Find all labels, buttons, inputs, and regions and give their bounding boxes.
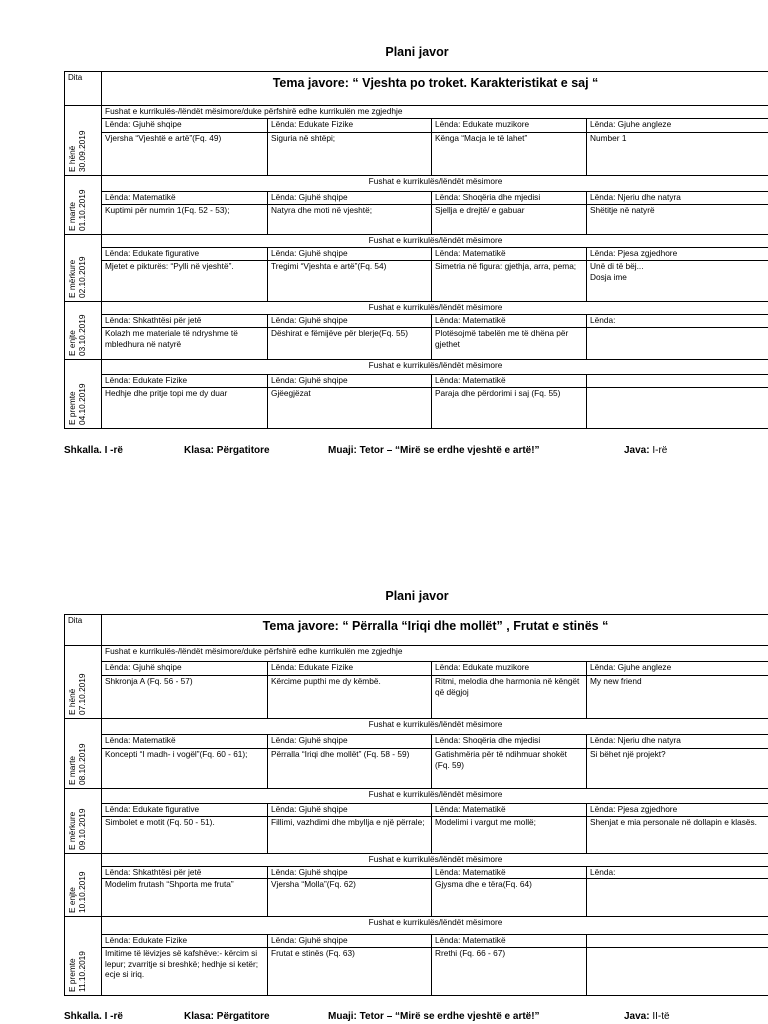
subject-cell: Lënda: Shkathtësi për jetë: [102, 315, 268, 328]
curriculum-intro: Fushat e kurrikulës-/lëndët mësimore/duke përfshirë edhe kurrikulën me zgjedhje: [102, 646, 768, 662]
day-cell: [65, 360, 102, 429]
day-label: E hënë 30.09.2019: [67, 130, 87, 172]
shkalla-label: Shkalla.: [64, 1011, 102, 1022]
subject-cell: Lënda: Shoqëria dhe mjedisi: [432, 735, 587, 749]
subject-cell: Lënda: Shoqëria dhe mjedisi: [432, 192, 587, 205]
java-value: I-rë: [652, 445, 668, 456]
muaji-value: Tetor – “Mirë se erdhe vjeshtë e artë!”: [359, 445, 540, 456]
subject-cell: Lënda: Edukate figurative: [102, 248, 268, 261]
subject-cell: Lënda: Gjuhë shqipe: [268, 804, 432, 817]
subject-cell: Lënda: Gjuhë shqipe: [268, 315, 432, 328]
subject-cell: [587, 935, 768, 948]
subject-cell: Lënda: Pjesa zgjedhore: [587, 804, 768, 817]
topic-cell: Siguria në shtëpi;: [268, 133, 432, 176]
topic-cell: Mjetet e pikturës: “Pylli në vjeshtë”.: [102, 261, 268, 302]
java-value: II-të: [652, 1011, 670, 1022]
day-cell: [65, 917, 102, 996]
day-label: E mërkure 02.10.2019: [67, 256, 87, 298]
topic-cell: [587, 328, 768, 360]
shkalla-label: Shkalla.: [64, 445, 102, 456]
day-label: E mërkure 09.10.2019: [67, 808, 87, 850]
subject-cell: Lënda: Matematikë: [432, 315, 587, 328]
topic-cell: Kënga “Macja le të lahet”: [432, 133, 587, 176]
topic-cell: Shëtitje në natyrë: [587, 205, 768, 235]
subject-cell: Lënda: Edukate Fizike: [102, 375, 268, 388]
weekly-theme: Tema javore: “ Përralla “Iriqi dhe mollët” , Frutat e stinës “: [102, 615, 768, 646]
topic-cell: Kuptimi për numrin 1(Fq. 52 - 53);: [102, 205, 268, 235]
klasa-label: Klasa:: [184, 1011, 215, 1022]
subject-cell: Lënda: Matematikë: [102, 192, 268, 205]
section-header: Fushat e kurrikulës/lëndët mësimore: [102, 176, 768, 192]
topic-cell: Sjellja e drejtë/ e gabuar: [432, 205, 587, 235]
day-label: E marte 01.10.2019: [67, 189, 87, 231]
day-label: E hënë 07.10.2019: [67, 673, 87, 715]
topic-cell: Unë di të bëj... Dosja ime: [587, 261, 768, 302]
subject-cell: Lënda: Gjuhë shqipe: [268, 248, 432, 261]
subject-cell: Lënda: Gjuhë shqipe: [102, 662, 268, 676]
java-label: Java:: [624, 1011, 650, 1022]
topic-cell: Number 1: [587, 133, 768, 176]
day-cell: [65, 106, 102, 176]
section-header: Fushat e kurrikulës/lëndët mësimore: [102, 789, 768, 804]
subject-cell: Lënda: Gjuhë shqipe: [102, 119, 268, 133]
subject-cell: Lënda: Gjuhe angleze: [587, 119, 768, 133]
subject-cell: Lënda: Matematikë: [102, 735, 268, 749]
plan-title: Plani javor: [385, 589, 449, 603]
muaji-label: Muaji:: [328, 1011, 357, 1022]
subject-cell: Lënda: Edukate Fizike: [102, 935, 268, 948]
subject-cell: Lënda: Gjuhë shqipe: [268, 935, 432, 948]
day-cell: [65, 854, 102, 917]
topic-cell: Shenjat e mia personale në dollapin e klasës.: [587, 817, 768, 854]
topic-cell: Gatishmëria për të ndihmuar shokët (Fq. 59): [432, 749, 587, 789]
curriculum-intro: Fushat e kurrikulës-/lëndët mësimore/duke përfshirë edhe kurrikulën me zgjedhje: [102, 106, 768, 119]
day-label: E marte 08.10.2019: [67, 743, 87, 785]
topic-cell: Vjersha “Vjeshtë e artë”(Fq. 49): [102, 133, 268, 176]
topic-cell: Ritmi, melodia dhe harmonia në këngët që dëgjoj: [432, 676, 587, 719]
day-label: E enjte 10.10.2019: [67, 871, 87, 913]
topic-cell: Gjysma dhe e tëra(Fq. 64): [432, 879, 587, 917]
shkalla-value: I -rë: [104, 1011, 123, 1022]
muaji-label: Muaji:: [328, 445, 357, 456]
topic-cell: Kërcime pupthi me dy këmbë.: [268, 676, 432, 719]
topic-cell: Fillimi, vazhdimi dhe mbyllja e një përrale;: [268, 817, 432, 854]
topic-cell: Vjersha “Molla”(Fq. 62): [268, 879, 432, 917]
subject-cell: Lënda: Edukate muzikore: [432, 662, 587, 676]
topic-cell: [587, 388, 768, 429]
subject-cell: Lënda: Pjesa zgjedhore: [587, 248, 768, 261]
topic-cell: [587, 879, 768, 917]
topic-cell: Gjëegjëzat: [268, 388, 432, 429]
topic-cell: Simetria në figura: gjethja, arra, pema;: [432, 261, 587, 302]
subject-cell: Lënda: Matematikë: [432, 248, 587, 261]
section-header: Fushat e kurrikulës/lëndët mësimore: [102, 235, 768, 248]
topic-cell: [587, 948, 768, 996]
topic-cell: Koncepti “I madh- i vogël”(Fq. 60 - 61);: [102, 749, 268, 789]
day-label: E premte 11.10.2019: [67, 951, 87, 992]
plan-table: [64, 614, 768, 996]
subject-cell: Lënda: Matematikë: [432, 935, 587, 948]
plan-title: Plani javor: [385, 45, 449, 59]
klasa-value: Përgatitore: [216, 1011, 270, 1022]
weekly-theme: Tema javore: “ Vjeshta po troket. Karakteristikat e saj “: [102, 72, 768, 106]
day-cell: [65, 719, 102, 789]
topic-cell: Modelim frutash “Shporta me fruta”: [102, 879, 268, 917]
dita-label: Dita: [65, 615, 102, 646]
subject-cell: Lënda: Gjuhe angleze: [587, 662, 768, 676]
subject-cell: Lënda: Matematikë: [432, 375, 587, 388]
subject-cell: Lënda: Shkathtësi për jetë: [102, 867, 268, 879]
topic-cell: My new friend: [587, 676, 768, 719]
muaji-value: Tetor – “Mirë se erdhe vjeshtë e artë!”: [359, 1011, 540, 1022]
subject-cell: Lënda: Edukate Fizike: [268, 662, 432, 676]
subject-cell: Lënda: Njeriu dhe natyra: [587, 192, 768, 205]
topic-cell: Shkronja A (Fq. 56 - 57): [102, 676, 268, 719]
subject-cell: Lënda: Matematikë: [432, 867, 587, 879]
plan-table: [64, 71, 768, 429]
day-cell: [65, 302, 102, 360]
subject-cell: Lënda: Njeriu dhe natyra: [587, 735, 768, 749]
subject-cell: Lënda: Edukate muzikore: [432, 119, 587, 133]
subject-cell: Lënda: Matematikë: [432, 804, 587, 817]
klasa-label: Klasa:: [184, 445, 215, 456]
subject-cell: Lënda: Edukate Fizike: [268, 119, 432, 133]
day-cell: [65, 646, 102, 719]
topic-cell: Përralla “Iriqi dhe mollët” (Fq. 58 - 59): [268, 749, 432, 789]
dita-label: Dita: [65, 72, 102, 106]
topic-cell: Modelimi i vargut me mollë;: [432, 817, 587, 854]
topic-cell: Natyra dhe moti në vjeshtë;: [268, 205, 432, 235]
section-header: Fushat e kurrikulës/lëndët mësimore: [102, 917, 768, 935]
subject-cell: Lënda: Gjuhë shqipe: [268, 867, 432, 879]
topic-cell: Tregimi “Vjeshta e artë”(Fq. 54): [268, 261, 432, 302]
java-label: Java:: [624, 445, 650, 456]
day-label: E premte 04.10.2019: [67, 383, 87, 425]
topic-cell: Frutat e stinës (Fq. 63): [268, 948, 432, 996]
topic-cell: Kolazh me materiale të ndryshme të mbledhura në natyrë: [102, 328, 268, 360]
subject-cell: Lënda: Gjuhë shqipe: [268, 375, 432, 388]
topic-cell: Paraja dhe përdorimi i saj (Fq. 55): [432, 388, 587, 429]
subject-cell: Lënda: Gjuhë shqipe: [268, 735, 432, 749]
topic-cell: Dëshirat e fëmijëve për blerje(Fq. 55): [268, 328, 432, 360]
section-header: Fushat e kurrikulës/lëndët mësimore: [102, 302, 768, 315]
topic-cell: Rrethi (Fq. 66 - 67): [432, 948, 587, 996]
subject-cell: Lënda:: [587, 867, 768, 879]
topic-cell: Plotësojmë tabelën me të dhëna për gjethet: [432, 328, 587, 360]
subject-cell: Lënda: Edukate figurative: [102, 804, 268, 817]
section-header: Fushat e kurrikulës/lëndët mësimore: [102, 719, 768, 735]
day-cell: [65, 235, 102, 302]
subject-cell: Lënda:: [587, 315, 768, 328]
day-cell: [65, 789, 102, 854]
day-cell: [65, 176, 102, 235]
topic-cell: Imitime të lëvizjes së kafshëve:- kërcim si lepur; zvarritje si breshkë; hedhje si ketër; ecje si iriq.: [102, 948, 268, 996]
topic-cell: Simbolet e motit (Fq. 50 - 51).: [102, 817, 268, 854]
klasa-value: Përgatitore: [216, 445, 270, 456]
topic-cell: Si bëhet një projekt?: [587, 749, 768, 789]
section-header: Fushat e kurrikulës/lëndët mësimore: [102, 854, 768, 867]
shkalla-value: I -rë: [104, 445, 123, 456]
subject-cell: [587, 375, 768, 388]
subject-cell: Lënda: Gjuhë shqipe: [268, 192, 432, 205]
topic-cell: Hedhje dhe pritje topi me dy duar: [102, 388, 268, 429]
day-label: E enjte 03.10.2019: [67, 314, 87, 356]
section-header: Fushat e kurrikulës/lëndët mësimore: [102, 360, 768, 375]
